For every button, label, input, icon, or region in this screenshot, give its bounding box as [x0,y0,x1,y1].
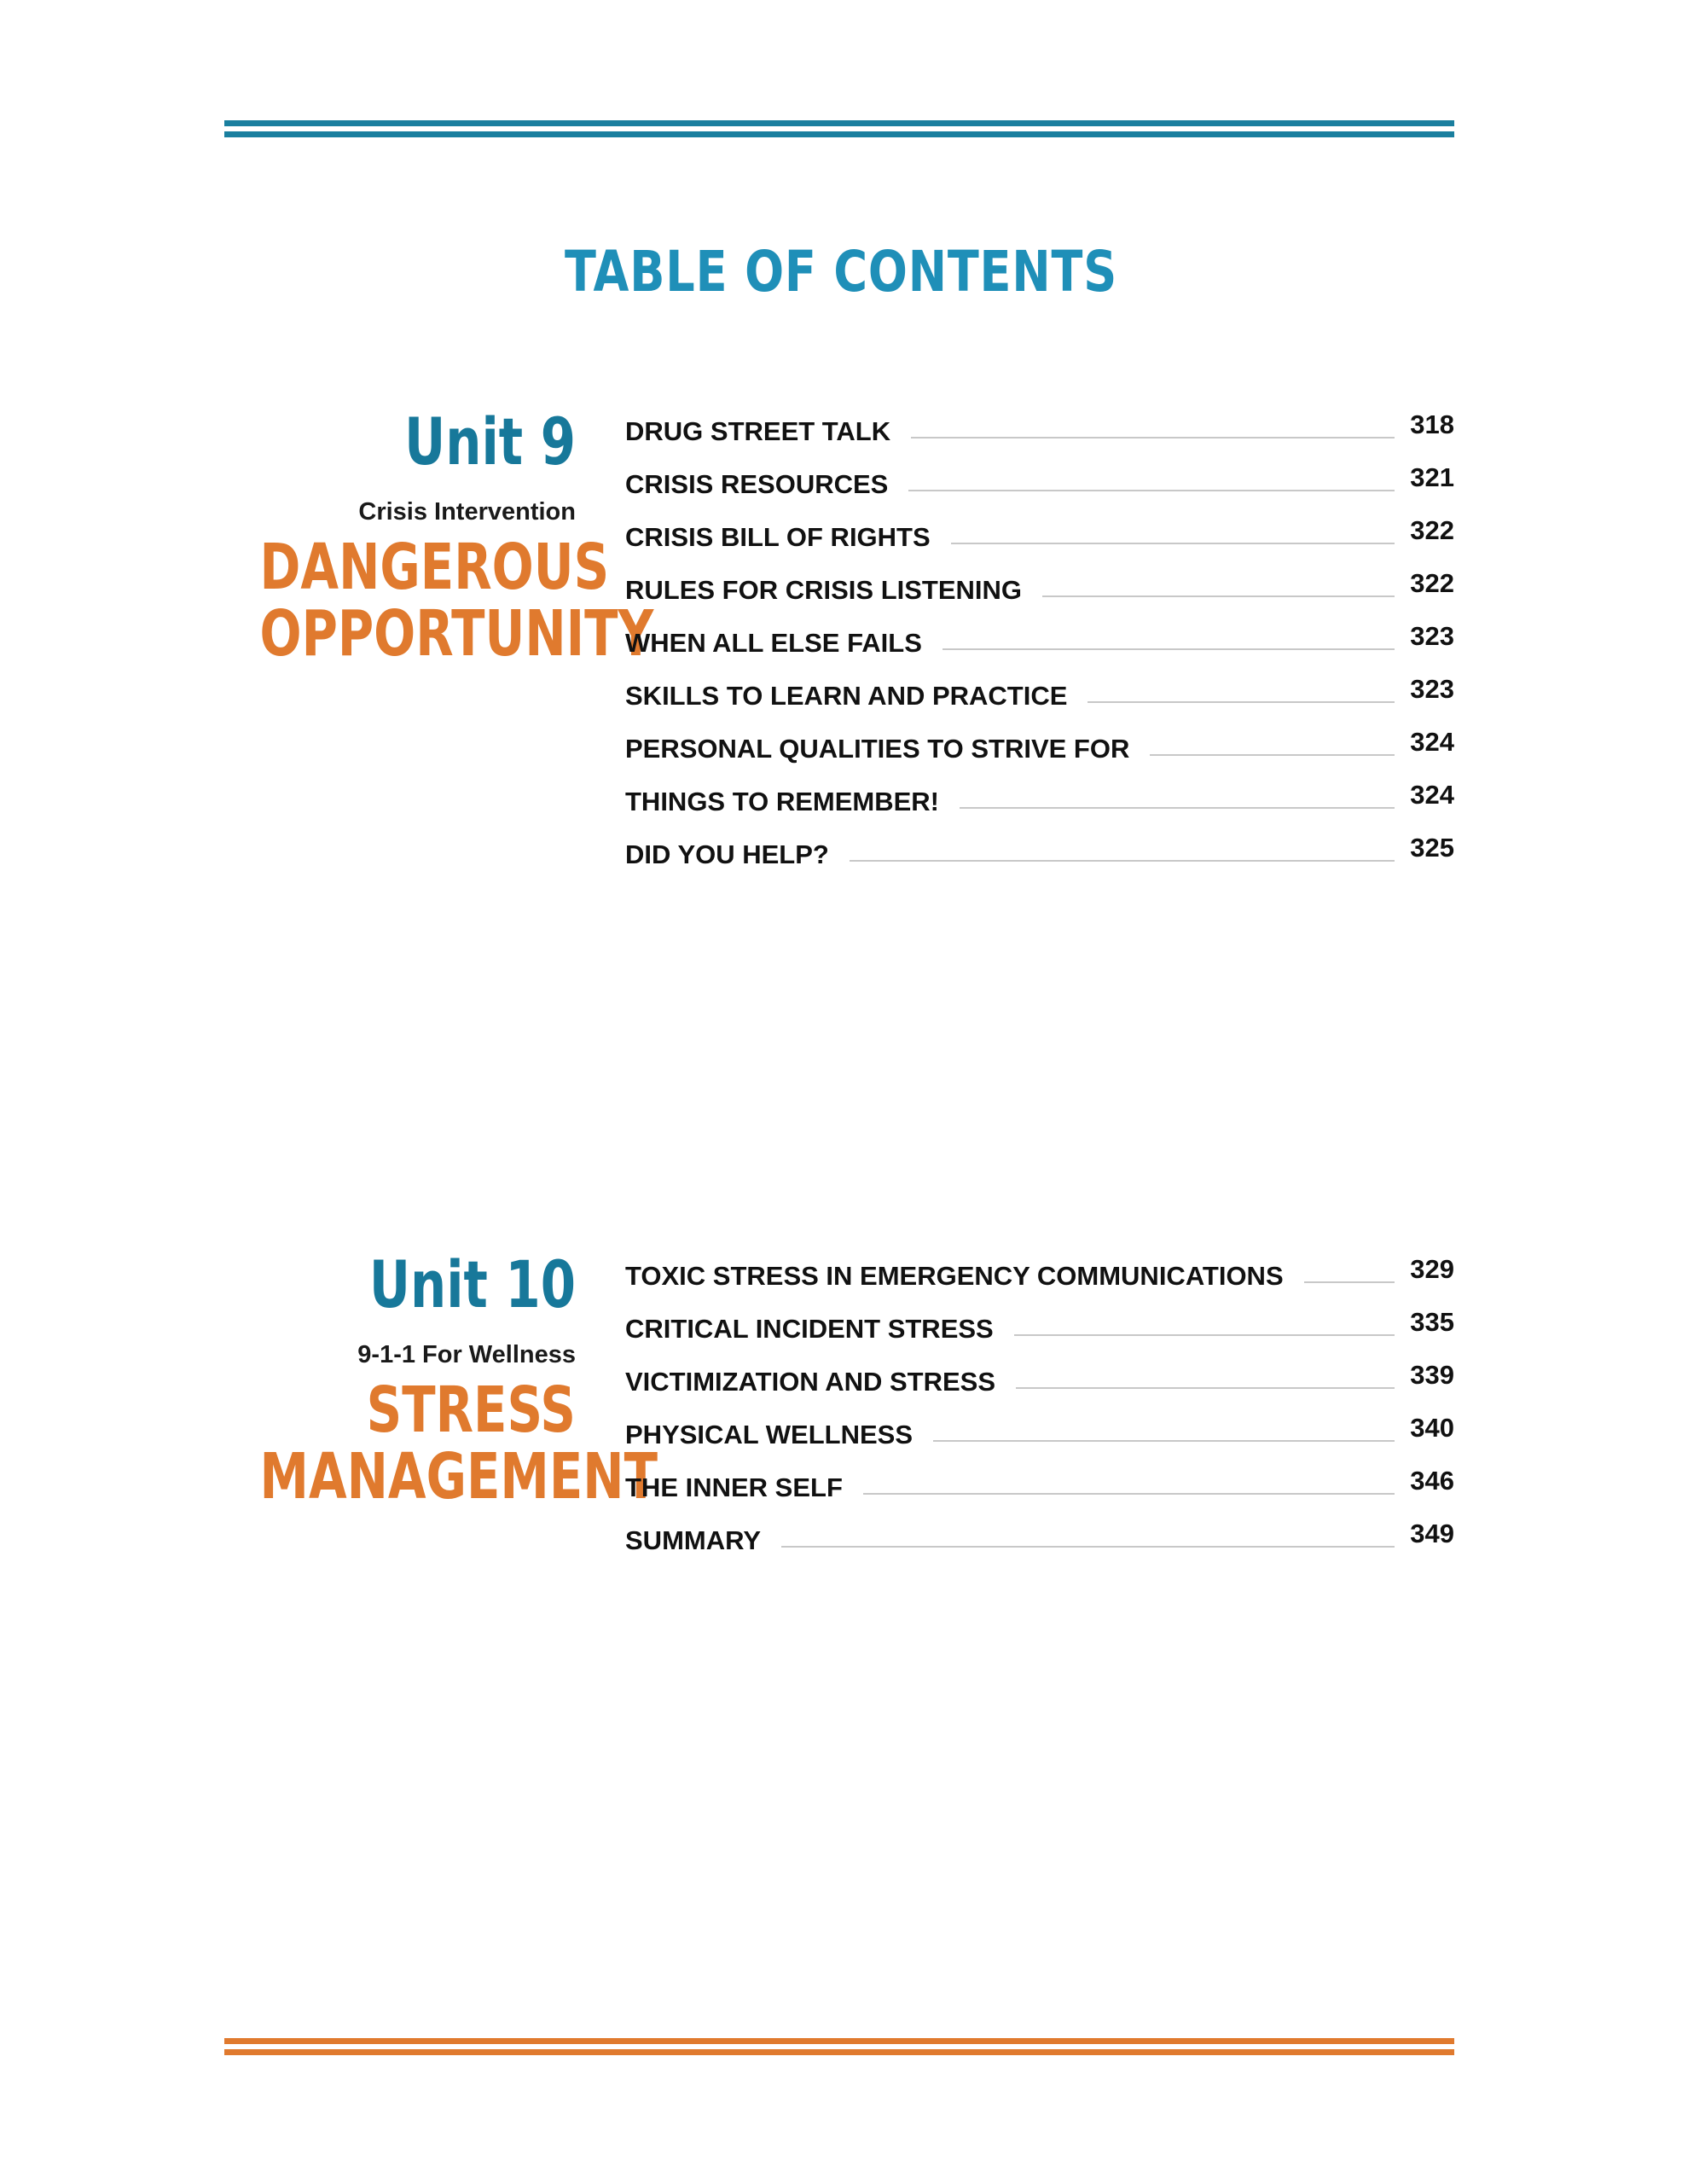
toc-entry[interactable] [625,723,1454,776]
unit-9-entries [625,406,1454,882]
toc-entry[interactable] [625,1251,1454,1304]
dot-leader [960,776,1395,809]
entry-label: CRITICAL INCIDENT STRESS [625,1314,994,1344]
entry-label: CRISIS BILL OF RIGHTS [625,522,931,552]
unit-title: Unit 10 [368,1246,576,1322]
entry-page-number: 325 [1410,833,1454,863]
dot-leader [1014,1304,1395,1336]
entry-label: DRUG STREET TALK [625,416,891,446]
entry-page-number: 349 [1410,1519,1454,1548]
entry-page-number: 340 [1410,1413,1454,1443]
entry-label: THE INNER SELF [625,1472,843,1502]
toc-entry[interactable] [625,671,1454,723]
unit-title: Unit 9 [404,404,576,479]
toc-entry[interactable] [625,406,1454,459]
entry-label: RULES FOR CRISIS LISTENING [625,575,1023,605]
entry-label: TOXIC STRESS IN EMERGENCY COMMUNICATIONS [625,1261,1284,1291]
toc-entry[interactable] [625,1304,1454,1356]
top-rule [224,120,1454,139]
unit-subtitle: Crisis Intervention [358,498,576,526]
entry-label: WHEN ALL ELSE FAILS [625,628,922,658]
entry-page-number: 318 [1410,410,1454,439]
entry-page-number: 335 [1410,1307,1454,1337]
dot-leader [908,459,1395,491]
entry-page-number: 324 [1410,727,1454,757]
toc-entry[interactable] [625,1356,1454,1409]
dot-leader [951,512,1395,544]
dot-leader [1304,1251,1395,1283]
entry-label: VICTIMIZATION AND STRESS [625,1367,995,1397]
unit-subtitle: 9-1-1 For Wellness [357,1341,576,1368]
entry-page-number: 346 [1410,1466,1454,1496]
dot-leader [1042,565,1395,597]
toc-entry[interactable] [625,512,1454,565]
dot-leader [863,1462,1395,1495]
entry-page-number: 324 [1410,780,1454,810]
entry-page-number: 329 [1410,1254,1454,1284]
unit-topic-line-1: DANGEROUS [259,531,610,604]
entry-page-number: 321 [1410,462,1454,492]
entry-label: SUMMARY [625,1525,762,1555]
entry-label: DID YOU HELP? [625,839,829,869]
toc-entry[interactable] [625,459,1454,512]
unit-10-entries [625,1251,1454,1568]
dot-leader [781,1515,1395,1548]
dot-leader [942,618,1395,650]
entry-label: CRISIS RESOURCES [625,469,889,499]
toc-entry[interactable] [625,1409,1454,1462]
entry-page-number: 323 [1410,674,1454,704]
toc-entry[interactable] [625,776,1454,829]
unit-9-header [171,401,654,671]
entry-page-number: 322 [1410,515,1454,545]
entry-page-number: 339 [1410,1360,1454,1390]
entry-label: PERSONAL QUALITIES TO STRIVE FOR [625,734,1130,764]
dot-leader [1150,723,1395,756]
unit-topic-line-2: OPPORTUNITY [259,597,654,671]
page-title: TABLE OF CONTENTS [564,239,1118,305]
entry-label: SKILLS TO LEARN AND PRACTICE [625,681,1068,711]
toc-entry[interactable] [625,1462,1454,1515]
dot-leader [1016,1356,1395,1389]
bottom-rule [224,2038,1454,2057]
entry-label: THINGS TO REMEMBER! [625,787,939,816]
entry-label: PHYSICAL WELLNESS [625,1420,914,1449]
dot-leader [850,829,1395,862]
unit-topic-line-2: MANAGEMENT [259,1440,658,1513]
toc-entry[interactable] [625,1515,1454,1568]
dot-leader [933,1409,1395,1442]
dot-leader [1088,671,1395,703]
unit-topic-line-1: STRESS [366,1374,576,1447]
toc-entry[interactable] [625,829,1454,882]
unit-10-header [171,1244,658,1513]
toc-entry[interactable] [625,565,1454,618]
entry-page-number: 322 [1410,568,1454,598]
toc-entry[interactable] [625,618,1454,671]
dot-leader [911,406,1395,439]
entry-page-number: 323 [1410,621,1454,651]
